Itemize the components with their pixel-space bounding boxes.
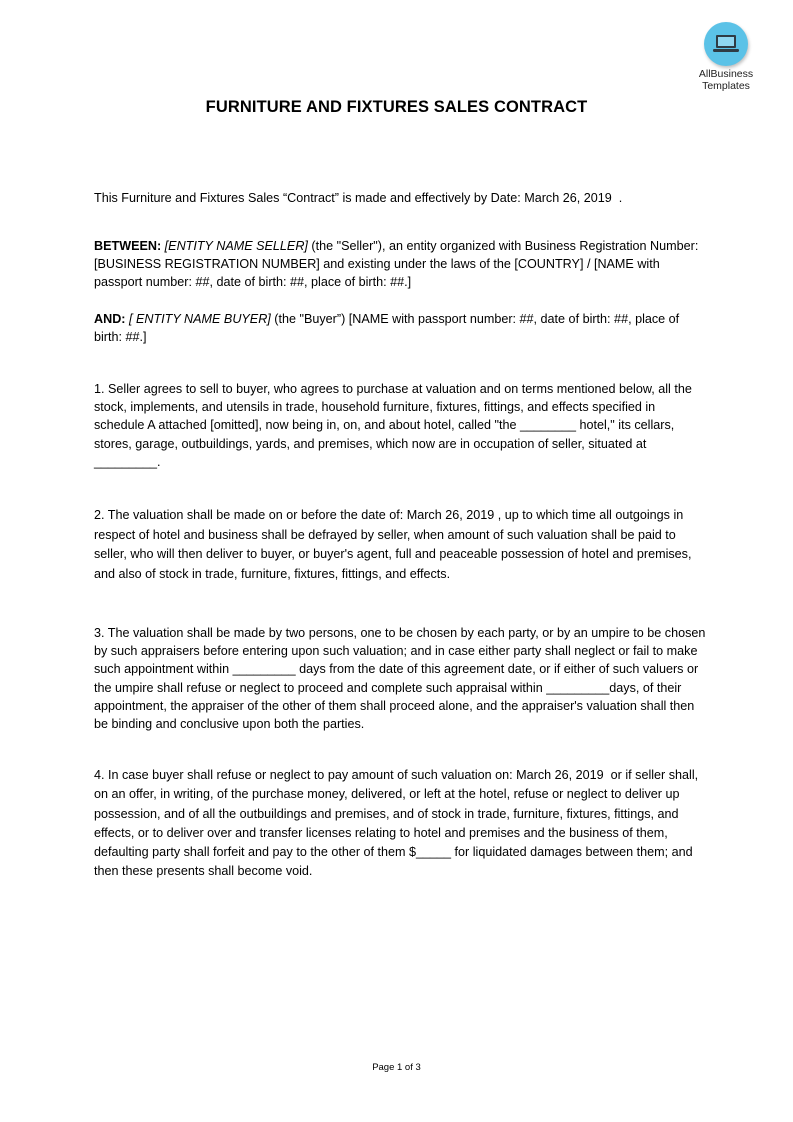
- seller-entity-placeholder: [ENTITY NAME SELLER]: [164, 239, 308, 253]
- between-text: (the "Seller"), an entity organized with Business Registration Number: [BUSINESS REGISTRATION NUMBER] and existing under the laws of the [COUNTRY] / [NAME with passport number: ##, date of birth: ##, place of birth: ##.]: [94, 239, 699, 290]
- page-number: Page 1 of 3: [372, 1062, 421, 1073]
- between-paragraph: [94, 237, 706, 292]
- intro-paragraph: This Furniture and Fixtures Sales “Contract” is made and effectively by Date: March 26, 2019 .: [94, 191, 623, 205]
- and-text: (the "Buyer”) [NAME with passport number: ##, date of birth: ##, place of birth: ##.]: [94, 312, 680, 345]
- clause-2: 2. The valuation shall be made on or before the date of: March 26, 2019 , up to which time all outgoings in respect of hotel and business shall be defrayed by seller, when amount of such valuation shall be paid to seller, who will then deliver to buyer, or buyer's agent, full and peaceable possession of hotel and premises, and also of stock in trade, furniture, fixtures, fittings, and effects.: [94, 508, 692, 581]
- logo-line-2: Templates: [702, 80, 750, 92]
- clause-1: 1. Seller agrees to sell to buyer, who agrees to purchase at valuation and on terms mentioned below, all the stock, implements, and utensils in trade, household furniture, fixtures, fittings, and effects specified in schedule A attached [omitted], now being in, on, and about hotel, called "the ________ hotel," its cellars, stores, garage, outbuildings, yards, and premises, which now are in occupation of seller, situated at _________.: [94, 382, 692, 469]
- logo-line-1: AllBusiness: [698, 68, 754, 80]
- buyer-entity-placeholder: [ ENTITY NAME BUYER]: [128, 312, 271, 326]
- laptop-icon: [704, 22, 748, 66]
- and-paragraph: [94, 310, 706, 346]
- and-label: AND:: [94, 312, 126, 326]
- between-label: BETWEEN:: [94, 239, 162, 253]
- logo-circle: [704, 22, 748, 66]
- clause-3: 3. The valuation shall be made by two persons, one to be chosen by each party, or by an umpire to be chosen by such appraisers before entering upon such valuation; and in case either party shall neglect or fail to make such appointment within _________ days from the date of this agreement date, or if either of such valuers or the umpire shall refuse or neglect to proceed and complete such appraisal within _________days, of their appointment, the appraiser of the other of them shall proceed alone, and the appraiser's valuation shall then be binding and conclusive upon both the parties.: [94, 626, 706, 732]
- logo-text: [692, 68, 760, 92]
- allbusiness-templates-logo: [692, 22, 760, 92]
- clause-4: 4. In case buyer shall refuse or neglect to pay amount of such valuation on: March 26, 2019 or if seller shall, on an offer, in writing, of the purchase money, delivered, or left at the hotel, refuse or neglect to deliver up possession, and of all the outbuildings and premises, and of stock in trade, furniture, fixtures, fittings, and effects, or to deliver over and transfer licenses relating to hotel and premises and the business of them, defaulting party shall forfeit and pay to the other of them $_____ for liquidated damages between them; and then these presents shall become void.: [94, 768, 699, 879]
- document-title: FURNITURE AND FIXTURES SALES CONTRACT: [205, 98, 588, 116]
